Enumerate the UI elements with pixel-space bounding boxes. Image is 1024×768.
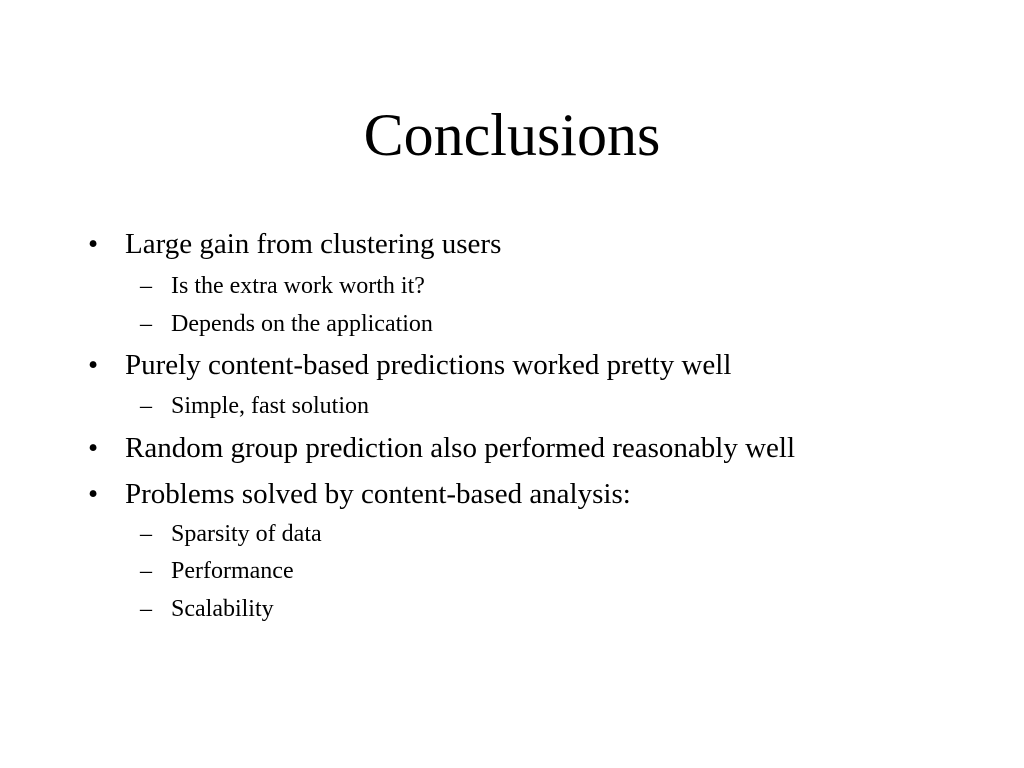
bullet-marker: • [88, 432, 99, 464]
bullet-marker: • [88, 228, 99, 260]
dash-marker: – [140, 273, 152, 299]
bullet-marker: • [88, 349, 99, 381]
dash-marker: – [140, 521, 152, 547]
bullet-marker: • [88, 478, 99, 510]
slide-title: Conclusions [363, 102, 661, 168]
sub-bullet-text: Depends on the application [171, 311, 433, 337]
sub-bullet-text: Scalability [171, 596, 274, 622]
sub-bullet-text: Sparsity of data [171, 521, 322, 547]
bullet-text: Large gain from clustering users [125, 228, 502, 260]
dash-marker: – [140, 596, 152, 622]
sub-bullet-text: Performance [171, 558, 294, 584]
sub-bullet-text: Simple, fast solution [171, 393, 369, 419]
dash-marker: – [140, 311, 152, 337]
sub-bullet-text: Is the extra work worth it? [171, 273, 425, 299]
bullet-text: Random group prediction also performed reasonably well [125, 432, 796, 464]
bullet-text: Purely content-based predictions worked pretty well [125, 349, 732, 381]
dash-marker: – [140, 393, 152, 419]
dash-marker: – [140, 558, 152, 584]
bullet-text: Problems solved by content-based analysis: [125, 478, 631, 510]
